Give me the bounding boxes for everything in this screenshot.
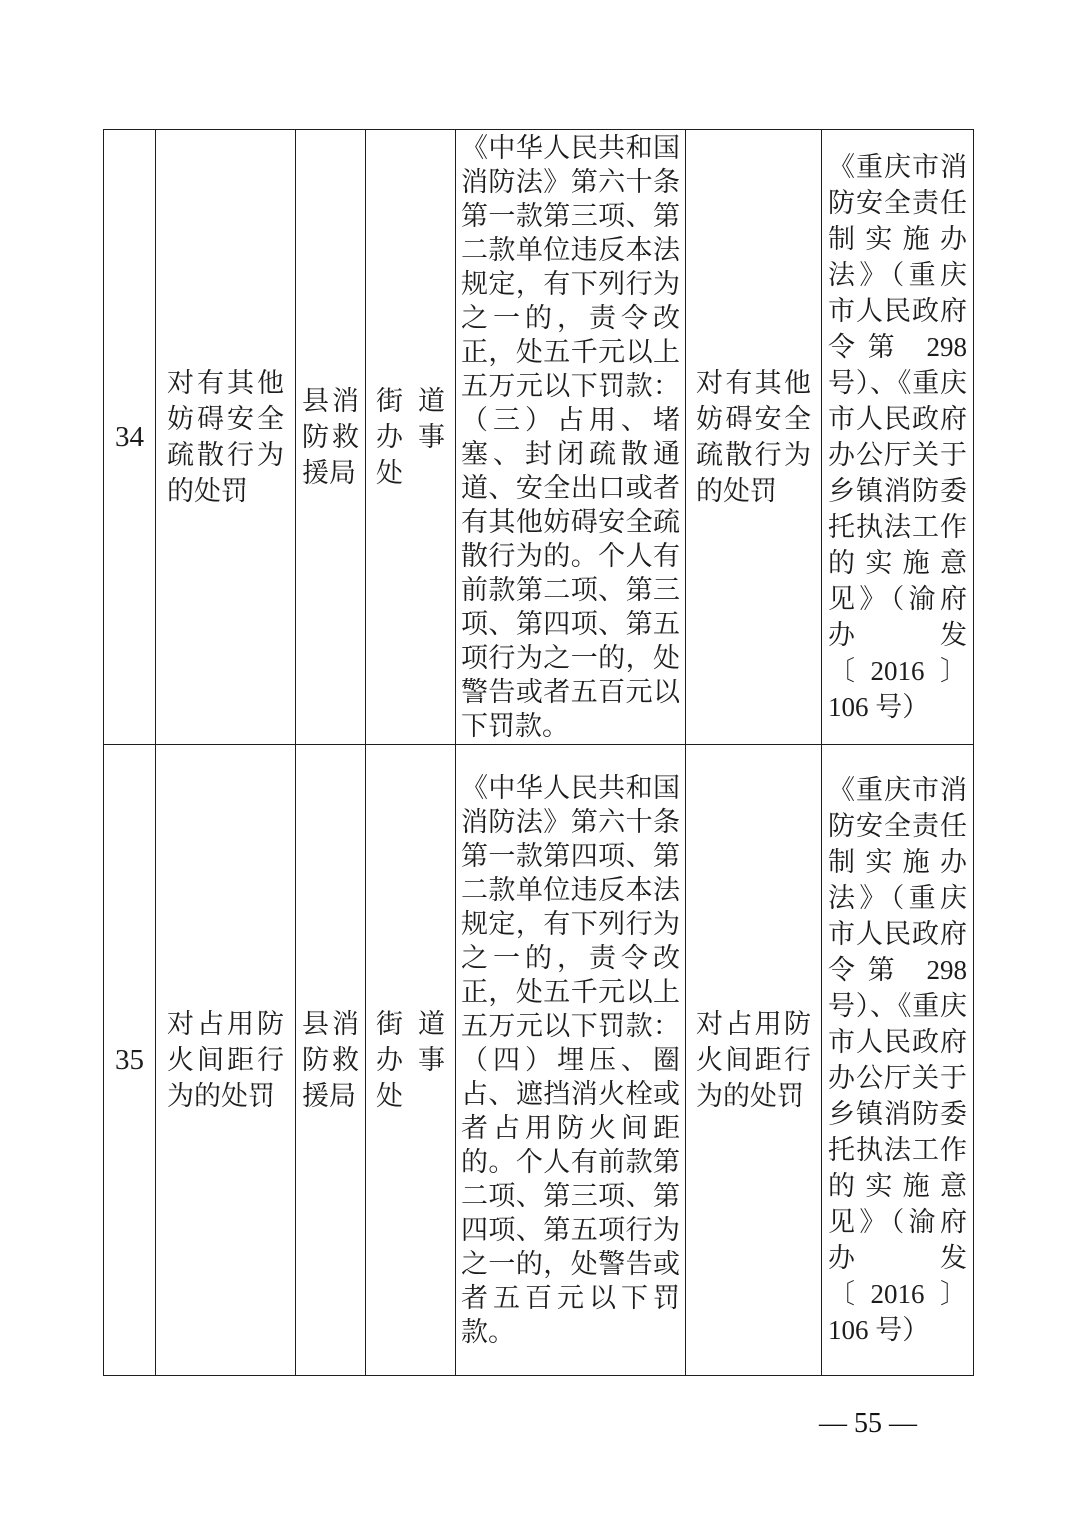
cell-item-name: 对有其他妨碍安全疏散行为的处罚 — [156, 130, 296, 745]
cell-delegation-basis: 《重庆市消防安全责任制实施办法》（重庆市人民政府令第 298 号）、《重庆市人民政府办公厅关于乡镇消防委托执法工作的实施意见》（渝府办发〔2016〕106 号） — [822, 745, 974, 1376]
cell-delegated-agency: 街道办事处 — [366, 130, 456, 745]
cell-item-name: 对占用防火间距行为的处罚 — [156, 745, 296, 1376]
cell-delegated-item: 对占用防火间距行为的处罚 — [686, 745, 822, 1376]
page-number: — 55 — — [819, 1408, 917, 1439]
penalty-delegation-table — [103, 129, 974, 1376]
cell-implementing-agency: 县消防救援局 — [296, 745, 366, 1376]
table-row — [104, 130, 974, 745]
cell-delegation-basis: 《重庆市消防安全责任制实施办法》（重庆市人民政府令第 298 号）、《重庆市人民政府办公厅关于乡镇消防委托执法工作的实施意见》（渝府办发〔2016〕106 号） — [822, 130, 974, 745]
cell-delegated-agency: 街道办事处 — [366, 745, 456, 1376]
cell-seq-number: 34 — [104, 130, 156, 745]
cell-seq-number: 35 — [104, 745, 156, 1376]
cell-delegated-item: 对有其他妨碍安全疏散行为的处罚 — [686, 130, 822, 745]
cell-legal-basis: 《中华人民共和国消防法》第六十条第一款第四项、第二款单位违反本法规定，有下列行为之一的，责令改正，处五千元以上五万元以下罚款：（四）埋压、圈占、遮挡消火栓或者占用防火间距的。个人有前款第二项、第三项、第四项、第五项行为之一的，处警告或者五百元以下罚款。 — [456, 745, 686, 1376]
table-row — [104, 745, 974, 1376]
cell-legal-basis: 《中华人民共和国消防法》第六十条第一款第三项、第二款单位违反本法规定，有下列行为之一的，责令改正，处五千元以上五万元以下罚款：（三）占用、堵塞、封闭疏散通道、安全出口或者有其他妨碍安全疏散行为的。个人有前款第二项、第三项、第四项、第五项行为之一的，处警告或者五百元以下罚款。 — [456, 130, 686, 745]
cell-implementing-agency: 县消防救援局 — [296, 130, 366, 745]
